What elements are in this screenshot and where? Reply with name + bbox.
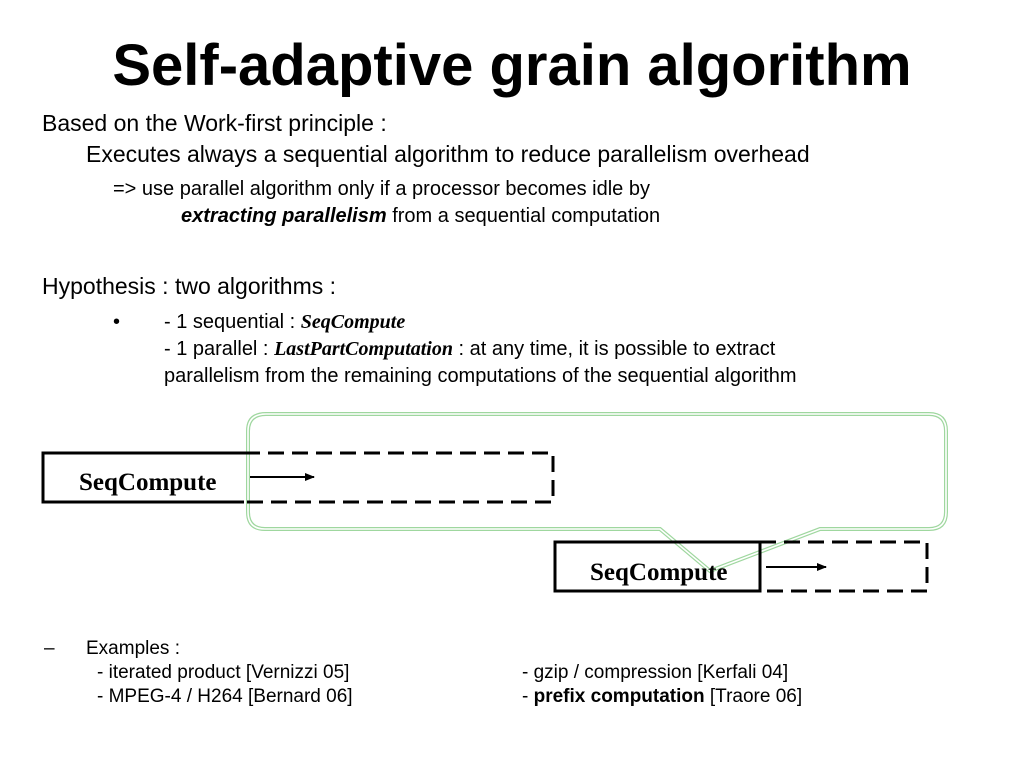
box1-label: SeqCompute — [79, 469, 217, 496]
example-gzip: - gzip / compression [Kerfali 04] — [522, 662, 789, 683]
work-first-line: Executes always a sequential algorithm to reduce parallelism overhead — [86, 141, 810, 167]
examples-dash: – — [44, 638, 55, 659]
parallel-item-suffix: : at any time, it is possible to extract — [453, 338, 776, 360]
work-first-heading: Based on the Work-first principle : — [42, 110, 387, 136]
parallel-item-prefix: - 1 parallel : — [164, 338, 275, 360]
parallel-condition-line: => use parallel algorithm only if a processor becomes idle by — [113, 178, 650, 200]
bullet-glyph: • — [113, 311, 121, 333]
examples-heading: Examples : — [86, 638, 180, 659]
example-prefix-bold: prefix computation — [533, 686, 705, 707]
box2-label: SeqCompute — [590, 559, 728, 586]
example-prefix-dash: - — [522, 686, 534, 707]
example-iterated-product: - iterated product [Vernizzi 05] — [97, 662, 350, 683]
sequential-item-prefix: - 1 sequential : — [164, 311, 301, 333]
example-mpeg4: - MPEG-4 / H264 [Bernard 06] — [97, 686, 353, 707]
example-prefix-computation — [522, 685, 802, 709]
extracting-parallelism-rest: from a sequential computation — [386, 205, 661, 227]
extracting-parallelism-emphasis: extracting parallelism — [181, 205, 387, 227]
hypothesis-heading: Hypothesis : two algorithms : — [42, 273, 337, 299]
slide-title: Self-adaptive grain algorithm — [112, 33, 912, 98]
sequential-item-name: SeqCompute — [300, 311, 406, 333]
extraction-callout — [248, 414, 946, 571]
parallel-item-name: LastPartComputation — [274, 338, 453, 360]
example-prefix-rest: [Traore 06] — [704, 686, 803, 707]
parallel-item-continuation: parallelism from the remaining computations of the sequential algorithm — [164, 365, 797, 387]
